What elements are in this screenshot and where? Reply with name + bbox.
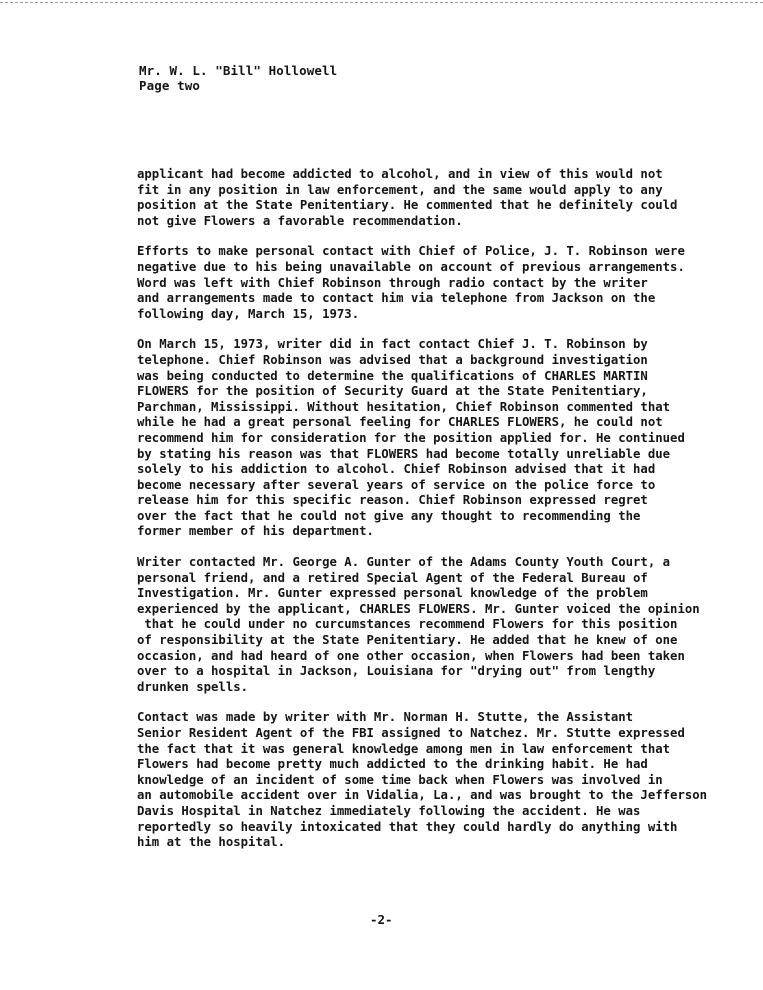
text-line: fit in any position in law enforcement, and the same would apply to any <box>137 182 663 197</box>
text-line: personal friend, and a retired Special Agent of the Federal Bureau of <box>137 570 648 585</box>
text-line: Senior Resident Agent of the FBI assigned to Natchez. Mr. Stutte expressed <box>137 726 685 740</box>
text-line: reportedly so heavily intoxicated that they could hardly do anything with <box>137 819 678 834</box>
text-line: knowledge of an incident of some time back when Flowers was involved in <box>137 772 663 787</box>
page-label: Page two <box>139 78 201 93</box>
text-line: FLOWERS for the position of Security Guard at the State Penitentiary, <box>137 384 648 399</box>
text-line: Investigation. Mr. Gunter expressed personal knowledge of the problem <box>137 586 648 601</box>
text-line: Writer contacted Mr. George A. Gunter of the Adams County Youth Court, a <box>137 555 671 570</box>
text-line: become necessary after several years of service on the police force to <box>137 477 656 492</box>
text-line: by stating his reason was that FLOWERS had become totally unreliable due <box>137 446 671 461</box>
text-line: Contact was made by writer with Mr. Norman H. Stutte, the Assistant <box>137 710 634 725</box>
text-line: Efforts to make personal contact with Chief of Police, J. T. Robinson were <box>137 244 685 259</box>
text-line: that he could under no curcumstances recommend Flowers for this position <box>137 617 678 632</box>
text-line: Word was left with Chief Robinson through radio contact by the writer <box>137 275 648 290</box>
text-line: following day, March 15, 1973. <box>137 306 360 321</box>
text-line: On March 15, 1973, writer did in fact contact Chief J. T. Robinson by <box>137 337 648 352</box>
text-line: not give Flowers a favorable recommendation. <box>137 213 463 228</box>
text-line: former member of his department. <box>137 524 374 539</box>
text-line: telephone. Chief Robinson was advised that a background investigation <box>137 352 648 367</box>
page-number: -2- <box>370 912 393 927</box>
text-line: an automobile accident over in Vidalia, La., and was brought to the Jefferson <box>137 788 708 803</box>
text-line: recommend him for consideration for the position applied for. He continued <box>137 430 685 445</box>
text-line: was being conducted to determine the qualifications of CHARLES MARTIN <box>137 368 648 383</box>
text-line: Parchman, Mississippi. Without hesitation, Chief Robinson commented that <box>137 399 671 414</box>
text-line: the fact that it was general knowledge among men in law enforcement that <box>137 741 671 756</box>
paragraph-2 <box>137 244 737 322</box>
scan-top-edge <box>0 2 763 3</box>
text-line: drunken spells. <box>137 679 249 694</box>
text-line: of responsibility at the State Penitentiary. He added that he knew of one <box>137 633 678 648</box>
letter-body <box>137 167 737 851</box>
paragraph-4 <box>137 555 737 695</box>
recipient-line: Mr. W. L. "Bill" Hollowell <box>139 63 338 78</box>
paragraph-3 <box>137 337 737 540</box>
text-line: and arrangements made to contact him via telephone from Jackson on the <box>137 291 656 306</box>
text-line: Flowers had become pretty much addicted to the drinking habit. He had <box>137 757 648 772</box>
text-line: occasion, and had heard of one other occasion, when Flowers had been taken <box>137 648 685 663</box>
text-line: release him for this specific reason. Chief Robinson expressed regret <box>137 493 648 508</box>
text-line: over to a hospital in Jackson, Louisiana for "drying out" from lengthy <box>137 664 656 679</box>
text-line: position at the State Penitentiary. He commented that he definitely could <box>137 198 678 213</box>
text-line: him at the hospital. <box>137 835 286 850</box>
text-line: Davis Hospital in Natchez immediately following the accident. He was <box>137 803 641 818</box>
letter-header <box>139 63 337 93</box>
text-line: negative due to his being unavailable on account of previous arrangements. <box>137 259 685 274</box>
text-line: over the fact that he could not give any thought to recommending the <box>137 508 641 523</box>
text-line: applicant had become addicted to alcohol, and in view of this would not <box>137 167 663 181</box>
text-line: while he had a great personal feeling for CHARLES FLOWERS, he could not <box>137 415 663 430</box>
text-line: experienced by the applicant, CHARLES FLOWERS. Mr. Gunter voiced the opinion <box>137 601 700 616</box>
text-line: solely to his addiction to alcohol. Chief Robinson advised that it had <box>137 462 656 477</box>
paragraph-5 <box>137 710 737 850</box>
paragraph-1 <box>137 167 737 229</box>
